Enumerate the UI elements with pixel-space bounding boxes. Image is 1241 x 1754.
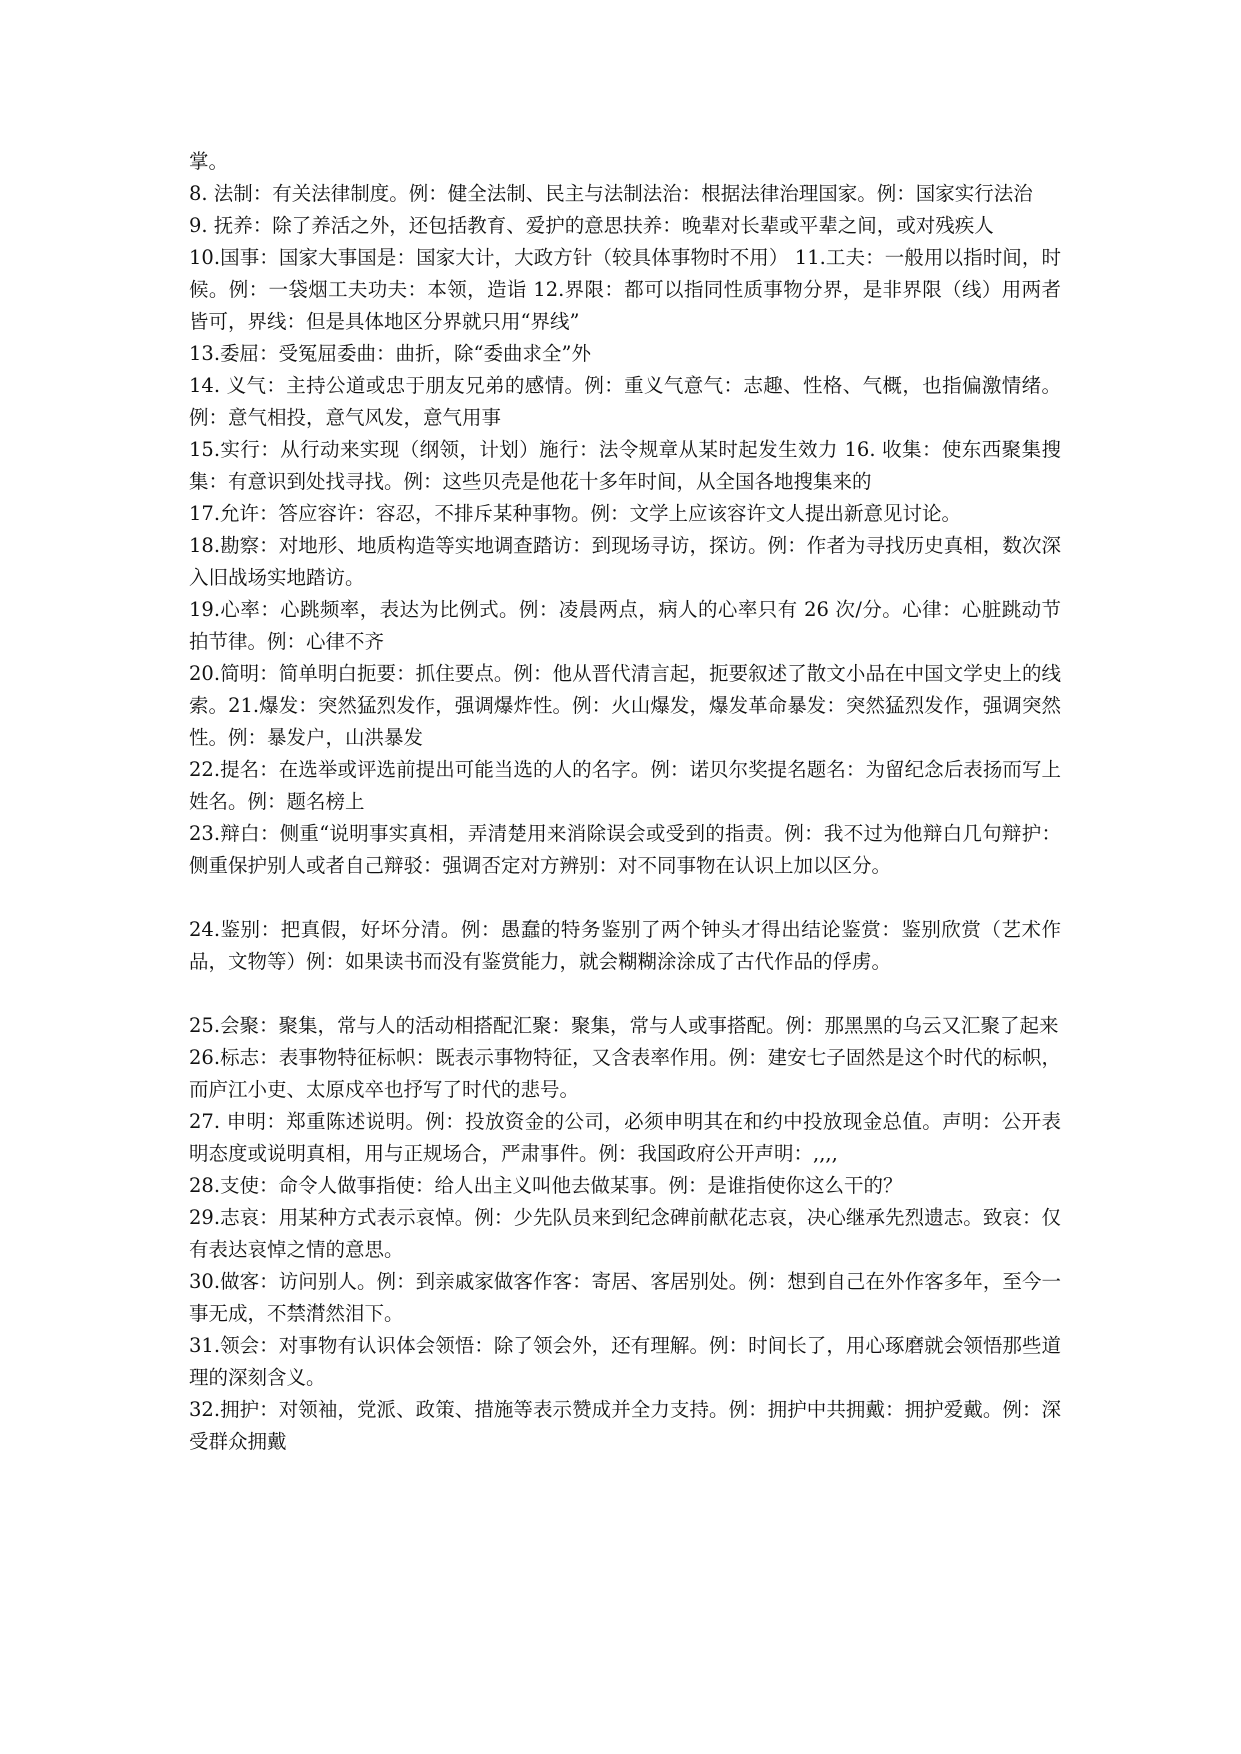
entry-15-16: 15.实行：从行动来实现（纲领，计划）施行：法令规章从某时起发生效力 16. 收集：使东西聚集搜集：有意识到处找寻找。例：这些贝壳是他花十多年时间，从全国各地搜集来的 xyxy=(189,438,1061,493)
document-body xyxy=(189,146,1061,1458)
paragraph-0: 掌。 xyxy=(189,150,229,173)
entry-13-weiqu: 13.委屈：受冤屈委曲：曲折，除“委曲求全”外 xyxy=(189,342,591,365)
entry-22-timing: 22.提名：在选举或评选前提出可能当选的人的名字。例：诺贝尔奖提名题名：为留纪念后表扬而写上姓名。例：题名榜上 xyxy=(189,758,1061,813)
entry-26-biaozhi: 26.标志：表事物特征标帜：既表示事物特征，又含表率作用。例：建安七子固然是这个时代的标帜，而庐江小吏、太原戍卒也抒写了时代的悲号。 xyxy=(189,1046,1061,1101)
entry-24-jianbie: 24.鉴别：把真假，好坏分清。例：愚蠢的特务鉴别了两个钟头才得出结论鉴赏：鉴别欣赏（艺术作品，文物等）例：如果读书而没有鉴赏能力，就会糊糊涂涂成了古代作品的俘虏。 xyxy=(189,918,1061,973)
entry-32-yonghu: 32.拥护：对领袖，党派、政策、措施等表示赞成并全力支持。例：拥护中共拥戴：拥护爱戴。例：深受群众拥戴 xyxy=(189,1398,1061,1453)
entry-14-yiqi: 14. 义气：主持公道或忠于朋友兄弟的感情。例：重义气意气：志趣、性格、气概，也指偏激情绪。例：意气相投，意气风发，意气用事 xyxy=(189,374,1061,429)
entry-18-kancha: 18.勘察：对地形、地质构造等实地调查踏访：到现场寻访，探访。例：作者为寻找历史真相，数次深入旧战场实地踏访。 xyxy=(189,534,1061,589)
entry-25-huiju: 25.会聚：聚集，常与人的活动相搭配汇聚：聚集，常与人或事搭配。例：那黑黑的乌云又汇聚了起来 xyxy=(189,1014,1059,1037)
entry-19-xinlv: 19.心率：心跳频率，表达为比例式。例：凌晨两点，病人的心率只有 26 次/分。心律：心脏跳动节拍节律。例：心律不齐 xyxy=(189,598,1061,653)
blank-line xyxy=(189,978,1061,1010)
entry-29-zhiai: 29.志哀：用某种方式表示哀悼。例：少先队员来到纪念碑前献花志哀，决心继承先烈遗志。致哀：仅有表达哀悼之情的意思。 xyxy=(189,1206,1061,1261)
entry-10-12: 10.国事：国家大事国是：国家大计，大政方针（较具体事物时不用） 11.工夫：一般用以指时间，时候。例：一袋烟工夫功夫：本领，造诣 12.界限：都可以指同性质事物分界，是非界限（线）用两者皆可，界线：但是具体地区分界就只用“界线” xyxy=(189,246,1061,333)
blank-line xyxy=(189,882,1061,914)
entry-20-21: 20.简明：简单明白扼要：抓住要点。例：他从晋代清言起，扼要叙述了散文小品在中国文学史上的线索。21.爆发：突然猛烈发作，强调爆炸性。例：火山爆发，爆发革命暴发：突然猛烈发作，强调突然性。例：暴发户，山洪暴发 xyxy=(189,662,1061,749)
entry-23-bianbai: 23.辩白：侧重“说明事实真相，弄清楚用来消除误会或受到的指责。例：我不过为他辩白几句辩护：侧重保护别人或者自己辩驳：强调否定对方辨别：对不同事物在认识上加以区分。 xyxy=(189,822,1061,877)
entry-9-fuyang: 9. 抚养：除了养活之外，还包括教育、爱护的意思扶养：晚辈对长辈或平辈之间，或对残疾人 xyxy=(189,214,994,237)
entry-8-fazhi: 8. 法制：有关法律制度。例：健全法制、民主与法制法治：根据法律治理国家。例：国家实行法治 xyxy=(189,182,1033,205)
entry-17-yunxu: 17.允许：答应容许：容忍，不排斥某种事物。例：文学上应该容许文人提出新意见讨论。 xyxy=(189,502,962,525)
entry-30-zuoke: 30.做客：访问别人。例：到亲戚家做客作客：寄居、客居别处。例：想到自己在外作客多年，至今一事无成，不禁潸然泪下。 xyxy=(189,1270,1061,1325)
entry-31-linghui: 31.领会：对事物有认识体会领悟：除了领会外，还有理解。例：时间长了，用心琢磨就会领悟那些道理的深刻含义。 xyxy=(189,1334,1061,1389)
entry-28-zhishi: 28.支使：命令人做事指使：给人出主义叫他去做某事。例：是谁指使你这么干的？ xyxy=(189,1174,903,1197)
entry-27-shenming: 27. 申明：郑重陈述说明。例：投放资金的公司，必须申明其在和约中投放现金总值。声明：公开表明态度或说明真相，用与正规场合，严肃事件。例：我国政府公开声明：,,,, xyxy=(189,1110,1061,1165)
